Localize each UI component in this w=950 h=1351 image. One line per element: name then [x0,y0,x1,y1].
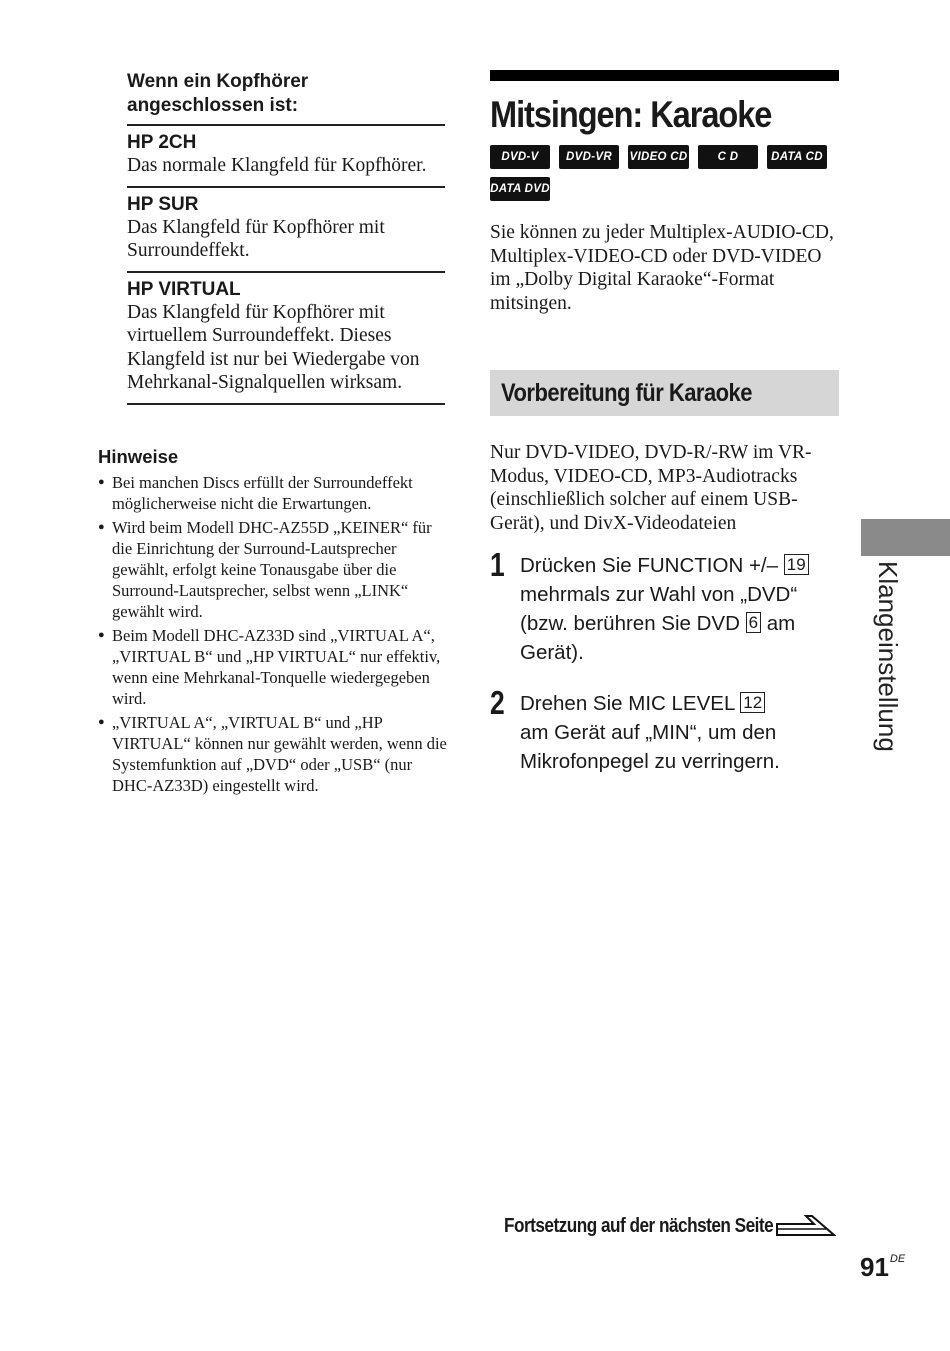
karaoke-section [490,70,839,776]
mode-title: HP SUR [127,193,199,215]
page-title: Mitsingen: Karaoke [490,94,772,135]
mode-title: HP VIRTUAL [127,278,241,300]
page-language-suffix: DE [889,1253,906,1265]
chapter-tab-label [870,561,910,761]
mode-hp-sur [127,186,445,271]
continue-text: Fortsetzung auf der nächsten Seite [504,1214,774,1237]
badge-data-cd: DATA CD [767,145,827,169]
continue-next-page [504,1213,836,1239]
badge-data-dvd: DATA DVD [490,177,550,201]
reference-number: 12 [740,692,765,713]
mode-title: HP 2CH [127,132,197,153]
section-top-bar [490,70,839,81]
chapter-tab-text: Klangeinstellung [873,561,903,752]
step-text: am Gerät auf „MIN“, um den Mikrofonpegel zu verringern. [520,721,780,773]
headphone-modes [127,70,445,405]
badge-dvd-v: DVD-V [490,145,550,169]
continue-arrow-icon [776,1213,836,1239]
mode-description: Das Klangfeld für Kopfhörer mit virtuellem Surroundeffekt. Dieses Klangfeld ist nur bei Wiedergabe von Mehrkanal-Signalquellen wirksam. [127,301,420,393]
step-text: mehrmals zur Wahl von „DVD“ (bzw. berühren Sie DVD [520,583,798,635]
mode-hp-virtual [127,271,445,405]
headphone-heading: Wenn ein Kopfhörer angeschlossen ist: [127,71,309,116]
disc-type-badges [490,145,839,201]
badge-cd: C D [698,145,758,169]
step-text: Drehen Sie MIC LEVEL [520,692,735,715]
notes-list [98,472,448,796]
chapter-tab-marker [861,519,950,556]
reference-number: 19 [784,554,809,575]
subsection-title: Vorbereitung für Karaoke [501,378,752,407]
mode-description: Das normale Klangfeld für Kopfhörer. [127,155,427,176]
intro-text: Sie können zu jeder Multiplex-AUDIO-CD, Multiplex-VIDEO-CD oder DVD-VIDEO im „Dolby Digital Karaoke“-Format mitsingen. [490,222,834,314]
step-number: 1 [490,546,505,583]
supported-formats-text: Nur DVD-VIDEO, DVD-R/-RW im VR-Modus, VIDEO-CD, MP3-Audiotracks (einschließlich solcher auf einem USB-Gerät), und DivX-Videodateien [490,442,812,534]
page-number-value: 91 [860,1252,889,1282]
step-text: Drücken Sie FUNCTION +/– [520,554,779,577]
step-number: 2 [490,684,505,721]
mode-hp-2ch [127,124,445,186]
page-number [860,1243,905,1283]
mode-description: Das Klangfeld für Kopfhörer mit Surroundeffekt. [127,216,385,261]
note-item: ● Beim Modell DHC-AZ33D sind „VIRTUAL A“, „VIRTUAL B“ und „HP VIRTUAL“ nur effektiv, wenn eine Mehrkanal-Tonquelle wiedergegeben wird. [98,625,448,709]
step-2 [490,684,839,776]
notes-title: Hinweise [98,446,179,467]
notes-section [98,446,448,799]
note-item: ● Bei manchen Discs erfüllt der Surroundeffekt möglicherweise nicht die Erwartungen. [98,472,448,514]
note-item: ● „VIRTUAL A“, „VIRTUAL B“ und „HP VIRTUAL“ können nur gewählt werden, wenn die Systemfunktion auf „DVD“ oder „USB“ (nur DHC-AZ33D) eingestellt wird. [98,712,448,796]
step-1 [490,546,839,667]
step-text: am Gerät). [520,612,796,664]
subsection-header [490,370,839,416]
reference-number: 6 [746,612,761,633]
badge-dvd-vr: DVD-VR [559,145,619,169]
note-item: ● Wird beim Modell DHC-AZ55D „KEINER“ für die Einrichtung der Surround-Lautsprecher gewählt, erfolgt keine Tonausgabe über die Surround-Lautsprecher, selbst wenn „LINK“ gewählt wird. [98,517,448,622]
badge-video-cd: VIDEO CD [628,145,689,169]
